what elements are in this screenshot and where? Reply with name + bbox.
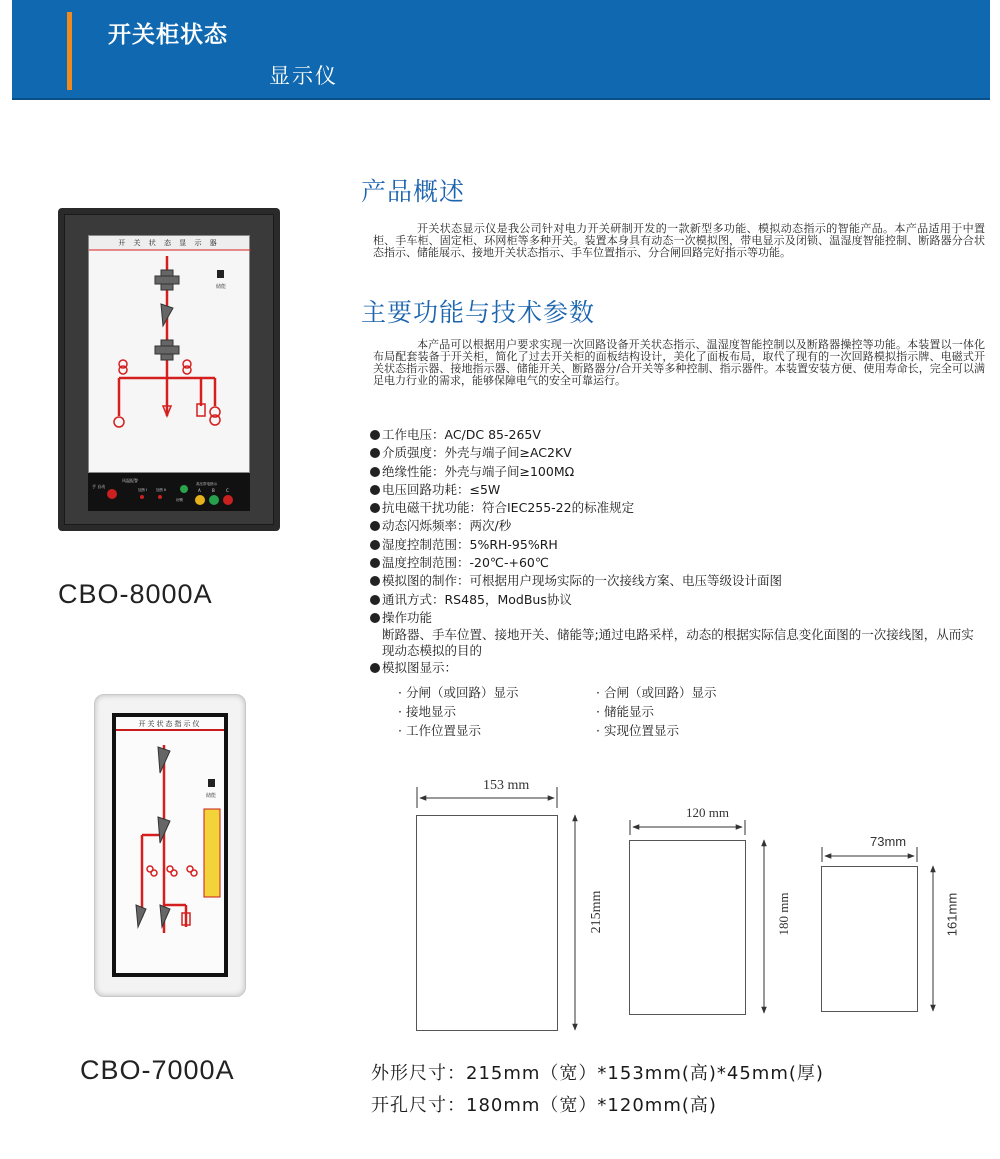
- svg-text:A: A: [198, 488, 201, 493]
- simulation-item: · 分闸（或回路）显示: [398, 685, 519, 700]
- svg-text:加热 I: 加热 I: [138, 488, 148, 492]
- operation-desc: 断路器、手车位置、接地开关、储能等;通过电路采样，动态的根据实际信息变化面图的一次接线图，从而实现动态模拟的目的: [382, 627, 974, 659]
- overview-heading: 产品概述: [361, 177, 466, 206]
- banner-subtitle: 显示仪: [269, 64, 338, 88]
- spec-item: 模拟图的制作：可根据用户现场实际的一次接线方案、电压等级设计面图: [370, 572, 990, 590]
- spec-item: 抗电磁干扰功能：符合IEC255-22的标准规定: [370, 499, 990, 517]
- svg-text:C: C: [226, 488, 229, 493]
- features-text: 本产品可以根据用户要求实现一次回路设备开关状态指示、温湿度智能控制以及断路器操控等功能。本装置以一体化布局配套装备于开关柜，简化了过去开关柜的面板结构设计，美化了面板布局，取代了现有的一次回路模拟指示牌、电磁式开关状态指示器、接地指示器、储能开关、断路器分/合开关等多种控制、指示器件。本装置安装方便、使用寿命长，完全可以满足电力行业的需求，能够保障电气的安全可靠运行。: [373, 338, 985, 387]
- cutout-size-statement: 开孔尺寸：180mm（宽）*120mm(高): [371, 1095, 717, 1116]
- model-label-a: CBO-8000A: [58, 579, 213, 609]
- outer-width-label: 153 mm: [483, 778, 530, 793]
- spec-item: 工作电压：AC/DC 85-265V: [370, 426, 990, 444]
- spec-item: 通讯方式：RS485，ModBus协议: [370, 591, 990, 609]
- cutout-width-label: 120 mm: [686, 805, 729, 820]
- screen-title: 开关状态指示仪: [116, 717, 224, 731]
- spec-item: 介质强度：外壳与端子间≥AC2KV: [370, 444, 990, 462]
- simulation-item: · 实现位置显示: [596, 723, 679, 738]
- overview-text: 开关状态显示仪是我公司针对电力开关研制开发的一款新型多功能、模拟动态指示的智能产品。本产品适用于中置柜、手车柜、固定柜、环网柜等多种开关。装置本身具有动态一次模拟图，带电显示及闭锁、温湿度智能控制、断路器分合状态指示、储能展示、接地开关状态指示、手车位置指示、分合闸回路完好指示等功能。: [373, 222, 985, 259]
- svg-text:手 自动: 手 自动: [92, 484, 106, 489]
- svg-text:加热 II: 加热 II: [156, 488, 167, 492]
- spec-item: 湿度控制范围：5%RH-95%RH: [370, 536, 990, 554]
- simulation-item: · 接地显示: [398, 704, 456, 719]
- spec-item: 电压回路功耗：≤5W: [370, 481, 990, 499]
- cutout-height-label: 180 mm: [776, 892, 791, 936]
- model-label-b: CBO-7000A: [80, 1055, 235, 1085]
- outer-size-statement: 外形尺寸：215mm（宽）*153mm(高)*45mm(厚): [371, 1063, 824, 1084]
- svg-text:闭锁: 闭锁: [176, 498, 183, 502]
- small-height-label: 161mm: [944, 892, 960, 937]
- small-width-label: 73mm: [870, 834, 907, 849]
- operation-label: 操作功能: [370, 609, 990, 627]
- storage-label: 储能: [216, 284, 227, 290]
- svg-text:高压带电指示: 高压带电指示: [196, 482, 217, 486]
- simulation-item: · 储能显示: [596, 704, 654, 719]
- screen-title: 开 关 状 态 显 示 器: [89, 236, 249, 250]
- spec-item: 动态闪烁频率：两次/秒: [370, 517, 990, 535]
- outer-height-label: 215mm: [589, 890, 604, 934]
- simulation-item: · 合闸（或回路）显示: [596, 685, 717, 700]
- features-heading: 主要功能与技术参数: [361, 298, 596, 327]
- simulation-label: 模拟图显示：: [370, 659, 990, 677]
- spec-item: 绝缘性能：外壳与端子间≥100MΩ: [370, 463, 990, 481]
- svg-text:B: B: [212, 488, 215, 493]
- banner-title: 开关柜状态: [108, 22, 228, 48]
- svg-text:储能: 储能: [206, 793, 217, 799]
- spec-item: 温度控制范围：-20℃-+60℃: [370, 554, 990, 572]
- svg-text:风温报警: 风温报警: [122, 478, 138, 483]
- simulation-item: · 工作位置显示: [398, 723, 481, 738]
